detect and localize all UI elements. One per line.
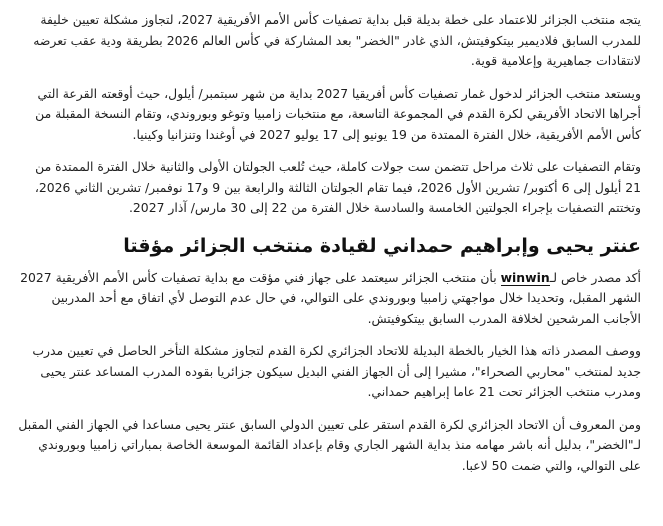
article-paragraph: ووصف المصدر ذاته هذا الخيار بالخطة البديلة للاتحاد الجزائري لكرة القدم لتجاوز مشكلة التأخر الحاصل في تعيين مدرب جديد لمنتخب "محاربي الصحراء"، مشيرا إلى أن الجهاز الفني البديل سيكون جزائريا بقوده المدرب المساعد عنتر يحيى ومدرب منتخب الجزائر تحت 21 عاما إبراهيم حمداني.	[32, 343, 641, 399]
winwin-link[interactable]: winwin	[500, 269, 550, 285]
section-heading: عنتر يحيى وإبراهيم حمداني لقيادة منتخب الجزائر مؤقتا	[123, 234, 641, 257]
article-paragraph: يتجه منتخب الجزائر للاعتماد على خطة بديلة قبل بداية تصفيات كأس الأمم الأفريقية 2027، لتجاوز مشكلة تعيين خليفة للمدرب السابق فلاديمير بيتكوفيتش، الذي غادر "الخضر" بعد المشاركة في كأس العالم 2026 بطريقة ودية عقب تعرضه لانتقادات جماهيرية وإعلامية قوية.	[33, 12, 641, 68]
source-text-after: بأن منتخب الجزائر سيعتمد على جهاز فني مؤقت مع بداية تصفيات كأس الأمم الأفريقية 2027 الشهر المقبل، وتحديدا خلال مواجهتي زامبيا وبوروندي على التوالي، في حال عدم التوصل لأي اتفاق مع أحد المدربين الأجانب المرشحين لخلافة المدرب السابق بيتكوفيتش.	[20, 269, 641, 326]
source-text-before: أكد مصدر خاص لـ	[549, 269, 641, 285]
article-paragraph: ويستعد منتخب الجزائر لدخول غمار تصفيات كأس أفريقيا 2027 بداية من شهر سبتمبر/ أيلول، حيث أوقعته القرعة التي أجراها الاتحاد الأفريقي لكرة القدم في المجموعة التاسعة، مع منتخبات زامبيا وتوغو وبوروندي، وتقام النسخة المقبلة من كأس الأمم الأفريقية، خلال الفترة الممتدة من 19 يونيو إلى 17 يوليو 2027 في أوغندا وتنزانيا وكينيا.	[35, 85, 641, 142]
article-paragraph: وتقام التصفيات على ثلاث مراحل تتضمن ست جولات كاملة، حيث تُلعب الجولتان الأولى والثانية خلال الفترة الممتدة من 21 أيلول إلى 6 أكتوبر/ تشرين الأول 2026، فيما تقام الجولتان الثالثة والرابعة بين 9 و17 نوفمبر/ تشرين الثاني 2026، وتختتم التصفيات بإجراء الجولتين الخامسة والسادسة خلال الفترة من 22 إلى 30 مارس/ آذار 2027.	[34, 159, 641, 215]
article-paragraph: ومن المعروف أن الاتحاد الجزائري لكرة القدم استقر على تعيين الدولي السابق عنتر يحيى مساعدا في الجهاز الفني المقبل لـ"الخضر"، بدليل أنه باشر مهامه منذ بداية الشهر الجاري وقام بإعداد القائمة الموسعة الخاصة بمباراتي زامبيا وبوروندي على التوالي، والتي ضمت 50 لاعبا.	[18, 416, 641, 473]
source-paragraph	[18, 268, 641, 330]
